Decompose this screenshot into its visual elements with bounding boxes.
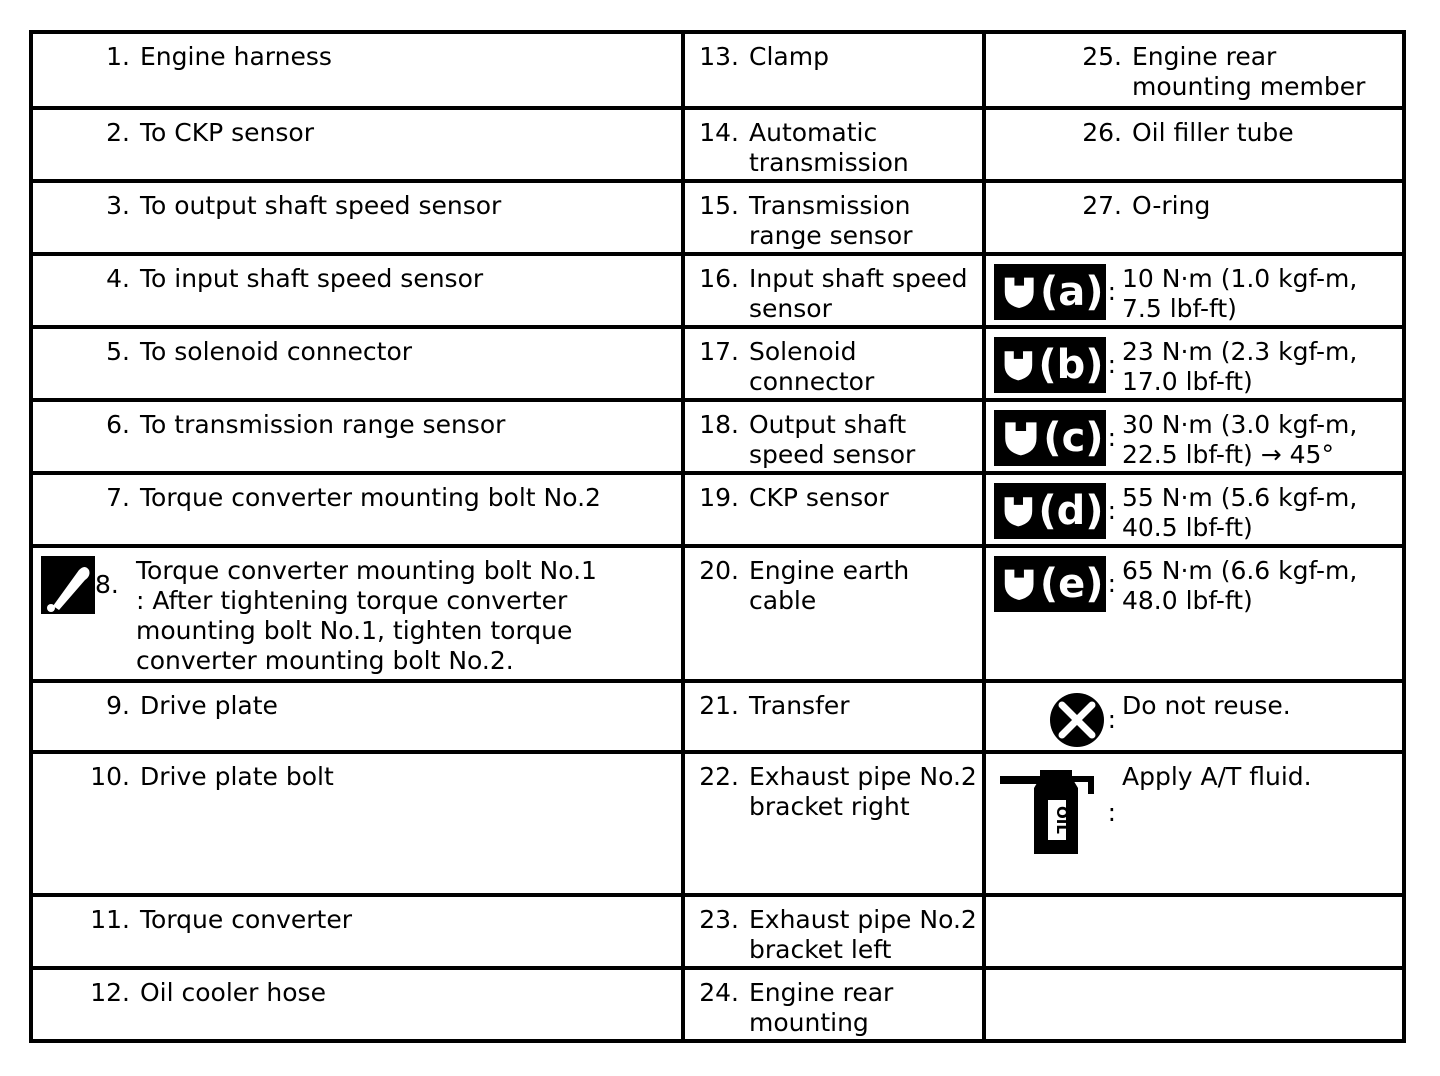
legend-item-22: 22. Exhaust pipe No.2 bracket right: [699, 761, 977, 821]
torque-spec-d: (d) : 55 N·m (5.6 kgf-m, 40.5 lbf-ft): [986, 475, 1402, 543]
legend-item-16: 16. Input shaft speed sensor: [699, 264, 968, 324]
legend-item-6: 6. To transmission range sensor: [106, 410, 506, 440]
legend-item-7: 7. Torque converter mounting bolt No.2: [106, 483, 601, 513]
legend-item-24: 24. Engine rear mounting: [699, 977, 894, 1037]
legend-item-19: 19. CKP sensor: [699, 483, 889, 513]
legend-item-14: 14. Automatic transmission: [699, 118, 909, 178]
legend-item-9: 9. Drive plate: [106, 690, 278, 720]
empty-cell: [984, 895, 1404, 968]
legend-item-21: 21. Transfer: [699, 690, 850, 720]
legend-item-3: 3. To output shaft speed sensor: [106, 191, 502, 221]
torque-wrench-icon: (c): [994, 410, 1106, 466]
tightening-order-icon: [41, 556, 95, 614]
legend-item-4: 4. To input shaft speed sensor: [106, 264, 484, 294]
torque-wrench-icon: (a): [994, 264, 1106, 320]
oil-can-icon: [996, 762, 1106, 862]
legend-item-12: 12. Oil cooler hose: [90, 977, 326, 1007]
torque-wrench-icon: (e): [994, 556, 1106, 612]
legend-item-27: 27. O-ring: [1082, 191, 1211, 221]
torque-spec-e: (e) : 65 N·m (6.6 kgf-m, 48.0 lbf-ft): [986, 548, 1402, 616]
legend-item-2: 2. To CKP sensor: [106, 118, 314, 148]
legend-item-1: 1. Engine harness: [106, 42, 332, 71]
do-not-reuse-icon: [1048, 691, 1106, 749]
apply-atf-legend: OIL : Apply A/T fluid.: [986, 754, 1402, 862]
parts-legend-table: [29, 30, 1406, 1043]
legend-item-5: 5. To solenoid connector: [106, 337, 413, 367]
legend-item-15: 15. Transmission range sensor: [699, 191, 913, 251]
do-not-reuse-legend: : Do not reuse.: [986, 683, 1402, 749]
torque-wrench-icon: (b): [994, 337, 1106, 393]
legend-item-26: 26. Oil filler tube: [1082, 118, 1294, 148]
legend-item-25: 25. Engine rear mounting member: [1082, 42, 1366, 101]
torque-wrench-icon: (d): [994, 483, 1106, 539]
torque-spec-c: (c) : 30 N·m (3.0 kgf-m, 22.5 lbf-ft) → 45°: [986, 402, 1402, 470]
svg-text:OIL: OIL: [1052, 805, 1071, 834]
empty-cell: [984, 968, 1404, 1041]
torque-spec-b: (b) : 23 N·m (2.3 kgf-m, 17.0 lbf-ft): [986, 329, 1402, 397]
legend-item-8: 8. Torque converter mounting bolt No.1 : After tightening torque converter mounting bolt No.1, tighten torque converter mounting bolt No.2.: [33, 548, 681, 676]
legend-item-10: 10. Drive plate bolt: [90, 761, 334, 791]
legend-item-17: 17. Solenoid connector: [699, 337, 875, 397]
legend-item-13: 13. Clamp: [699, 42, 829, 71]
legend-item-11: 11. Torque converter: [90, 904, 352, 934]
legend-item-18: 18. Output shaft speed sensor: [699, 410, 916, 470]
legend-item-20: 20. Engine earth cable: [699, 556, 910, 616]
torque-spec-a: (a) : 10 N·m (1.0 kgf-m, 7.5 lbf-ft): [986, 256, 1402, 324]
legend-item-23: 23. Exhaust pipe No.2 bracket left: [699, 904, 977, 964]
